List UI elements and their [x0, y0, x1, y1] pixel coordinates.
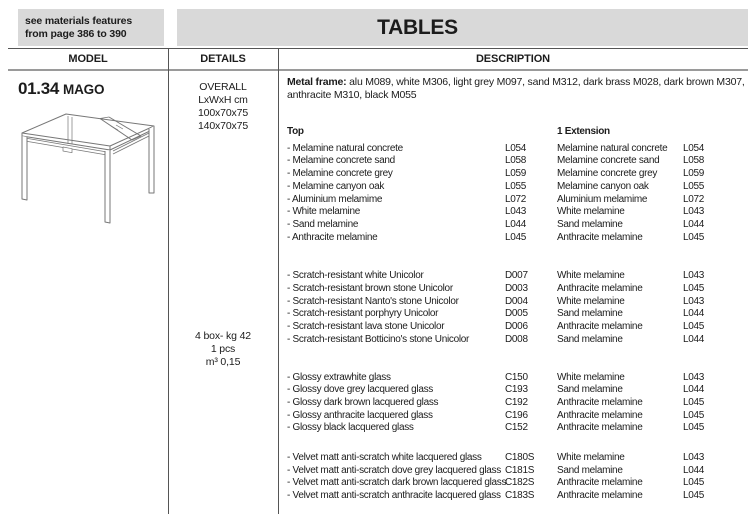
extension-finish-code: L043	[683, 452, 705, 464]
extension-finish-code: L043	[683, 270, 705, 282]
top-finish-name: - Scratch-resistant porphyry Unicolor	[287, 308, 439, 320]
extension-finish-name: Sand melamine	[557, 464, 623, 476]
materials-note-line1: see materials features	[25, 15, 133, 27]
top-finish-code: L054	[505, 142, 527, 154]
packing-pieces: 1 pcs	[210, 343, 236, 355]
metal-frame-paragraph	[287, 76, 750, 101]
top-finish-code: D006	[505, 321, 528, 333]
extension-finish-name: White melamine	[557, 295, 625, 307]
extension-finish-name: Anthracite melamine	[557, 231, 643, 243]
extension-finish-code: L045	[683, 477, 705, 489]
model-title	[18, 79, 104, 99]
extension-finish-name: Melamine concrete grey	[557, 168, 658, 180]
top-finish-name: - Glossy dark brown lacquered glass	[287, 396, 439, 408]
extension-finish-name: Anthracite melamine	[557, 477, 643, 489]
top-finish-code: C152	[505, 422, 528, 434]
top-finish-name: - Melamine canyon oak	[287, 180, 385, 192]
extension-finish-name: White melamine	[557, 371, 625, 383]
extension-finish-name: Sand melamine	[557, 384, 623, 396]
extension-finish-name: Anthracite melamine	[557, 283, 643, 295]
finish-row	[278, 283, 750, 296]
top-column-header: Top	[287, 126, 304, 137]
materials-note	[18, 9, 164, 46]
finish-row	[278, 334, 750, 347]
finish-group-glossy-glass	[278, 372, 750, 436]
extension-finish-code: L072	[683, 193, 705, 205]
extension-finish-code: L044	[683, 464, 705, 476]
page-title: TABLES	[377, 15, 458, 39]
top-finish-name: - Velvet matt anti-scratch white lacquered glass	[287, 452, 482, 464]
finishes-header-row	[278, 126, 750, 139]
top-finish-code: D005	[505, 308, 528, 320]
top-finish-name: - Scratch-resistant lava stone Unicolor	[287, 321, 445, 333]
top-finish-code: C196	[505, 409, 528, 421]
finish-row	[278, 397, 750, 410]
size-closed: 100x70x75	[197, 107, 249, 119]
dims-label: LxWxH cm	[198, 94, 248, 106]
top-finish-name: - Velvet matt anti-scratch dark brown lacquered glass	[287, 477, 507, 489]
top-finish-code: C180S	[505, 452, 535, 464]
finish-row	[278, 452, 750, 465]
top-finish-name: - Glossy anthracite lacquered glass	[287, 409, 433, 421]
finish-row	[278, 477, 750, 490]
details-packing	[168, 330, 278, 369]
extension-finish-code: L045	[683, 422, 705, 434]
top-finish-name: - Scratch-resistant white Unicolor	[287, 270, 424, 282]
top-finish-code: C181S	[505, 464, 535, 476]
extension-finish-code: L044	[683, 308, 705, 320]
top-finish-code: L055	[505, 180, 527, 192]
finish-row	[278, 490, 750, 503]
metal-frame-label: Metal frame:	[287, 76, 347, 88]
top-finish-name: - Aluminium melamime	[287, 193, 383, 205]
finish-group-velvet-matt-glass	[278, 452, 750, 503]
finish-row	[278, 143, 750, 156]
extension-finish-code: L045	[683, 283, 705, 295]
extension-finish-name: Anthracite melamine	[557, 409, 643, 421]
column-header-model: MODEL	[68, 53, 108, 65]
finish-row	[278, 219, 750, 232]
top-finish-name: - White melamine	[287, 206, 360, 218]
extension-finish-name: Melamine concrete sand	[557, 155, 660, 167]
packing-boxes-weight: 4 box- kg 42	[195, 330, 251, 342]
finish-row	[278, 232, 750, 245]
extension-finish-code: L044	[683, 333, 705, 345]
extension-finish-code: L055	[683, 180, 705, 192]
finish-row	[278, 308, 750, 321]
extension-finish-name: Anthracite melamine	[557, 321, 643, 333]
top-finish-name: - Scratch-resistant Botticino's stone Unicolor	[287, 333, 470, 345]
finish-row	[278, 206, 750, 219]
top-finish-name: - Scratch-resistant Nanto's stone Unicolor	[287, 295, 459, 307]
extension-column-header: 1 Extension	[557, 126, 610, 137]
top-finish-code: L058	[505, 155, 527, 167]
extension-finish-code: L043	[683, 371, 705, 383]
extension-finish-name: White melamine	[557, 206, 625, 218]
top-finish-name: - Glossy black lacquered glass	[287, 422, 414, 434]
top-finish-name: - Sand melamine	[287, 218, 359, 230]
top-finish-code: C183S	[505, 490, 535, 502]
top-finish-code: L059	[505, 168, 527, 180]
extension-finish-code: L045	[683, 409, 705, 421]
top-finish-code: D008	[505, 333, 528, 345]
extension-finish-name: Sand melamine	[557, 333, 623, 345]
top-finish-code: C192	[505, 396, 528, 408]
extension-finish-code: L045	[683, 490, 705, 502]
extension-finish-code: L043	[683, 295, 705, 307]
extension-finish-name: Anthracite melamine	[557, 396, 643, 408]
finish-row	[278, 372, 750, 385]
top-finish-code: C150	[505, 371, 528, 383]
extension-finish-name: Melamine natural concrete	[557, 142, 668, 154]
extension-code-column-header	[683, 126, 750, 139]
finish-row	[278, 422, 750, 435]
top-finish-name: - Melamine natural concrete	[287, 142, 403, 154]
finish-row	[278, 410, 750, 423]
extension-finish-code: L043	[683, 206, 705, 218]
finish-row	[278, 181, 750, 194]
finish-row	[278, 194, 750, 207]
extension-finish-code: L045	[683, 321, 705, 333]
model-number: 01.34	[18, 79, 60, 98]
finish-row	[278, 384, 750, 397]
details-overall	[168, 81, 278, 133]
finish-group-scratch-resistant	[278, 270, 750, 346]
finish-row	[278, 168, 750, 181]
extension-finish-code: L058	[683, 155, 705, 167]
materials-note-line2: from page 386 to 390	[25, 27, 127, 40]
finish-row	[278, 155, 750, 168]
top-code-column-header	[505, 126, 557, 139]
extension-finish-name: White melamine	[557, 452, 625, 464]
size-extended: 140x70x75	[197, 120, 249, 132]
extension-finish-name: Sand melamine	[557, 218, 623, 230]
table-header-row	[8, 48, 748, 71]
finish-row	[278, 296, 750, 309]
top-finish-name: - Glossy dove grey lacquered glass	[287, 384, 433, 396]
extension-finish-code: L059	[683, 168, 705, 180]
title-band	[177, 9, 748, 46]
top-finish-code: L043	[505, 206, 527, 218]
top-finish-name: - Melamine concrete grey	[287, 168, 393, 180]
column-header-description: DESCRIPTION	[475, 53, 551, 65]
overall-label: OVERALL	[199, 81, 247, 93]
top-finish-name: - Anthracite melamine	[287, 231, 378, 243]
top-finish-name: - Melamine concrete sand	[287, 155, 395, 167]
finish-row	[278, 270, 750, 283]
top-finish-name: - Glossy extrawhite glass	[287, 371, 391, 383]
extension-finish-name: Anthracite melamine	[557, 490, 643, 502]
extension-finish-code: L045	[683, 396, 705, 408]
extension-finish-code: L044	[683, 218, 705, 230]
extension-finish-code: L044	[683, 384, 705, 396]
finish-row	[278, 321, 750, 334]
top-finish-code: C182S	[505, 477, 535, 489]
extension-finish-name: Aluminium melamime	[557, 193, 648, 205]
top-finish-code: D007	[505, 270, 528, 282]
table-line-drawing	[8, 102, 164, 236]
column-header-details: DETAILS	[200, 53, 246, 65]
top-finish-code: L044	[505, 218, 527, 230]
top-finish-code: D004	[505, 295, 528, 307]
top-finish-code: L072	[505, 193, 527, 205]
top-finish-name: - Velvet matt anti-scratch anthracite lacquered glass	[287, 490, 501, 502]
extension-finish-name: Sand melamine	[557, 308, 623, 320]
finish-row	[278, 465, 750, 478]
finishes-table	[278, 126, 750, 503]
extension-finish-code: L045	[683, 231, 705, 243]
metal-frame-finishes: alu M089, white M306, light grey M097, sand M312, dark brass M028, dark brown M307, anthracite M310, black M055	[287, 76, 745, 101]
extension-finish-code: L054	[683, 142, 705, 154]
top-finish-code: D003	[505, 283, 528, 295]
extension-finish-name: Melamine canyon oak	[557, 180, 649, 192]
finish-group-melamine	[278, 143, 750, 245]
top-finish-name: - Velvet matt anti-scratch dove grey lacquered glass	[287, 464, 501, 476]
packing-volume: m³ 0,15	[205, 356, 241, 368]
top-finish-code: C193	[505, 384, 528, 396]
top-finish-code: L045	[505, 231, 527, 243]
top-finish-name: - Scratch-resistant brown stone Unicolor	[287, 283, 453, 295]
extension-finish-name: White melamine	[557, 270, 625, 282]
extension-finish-name: Anthracite melamine	[557, 422, 643, 434]
model-name: MAGO	[63, 82, 105, 97]
